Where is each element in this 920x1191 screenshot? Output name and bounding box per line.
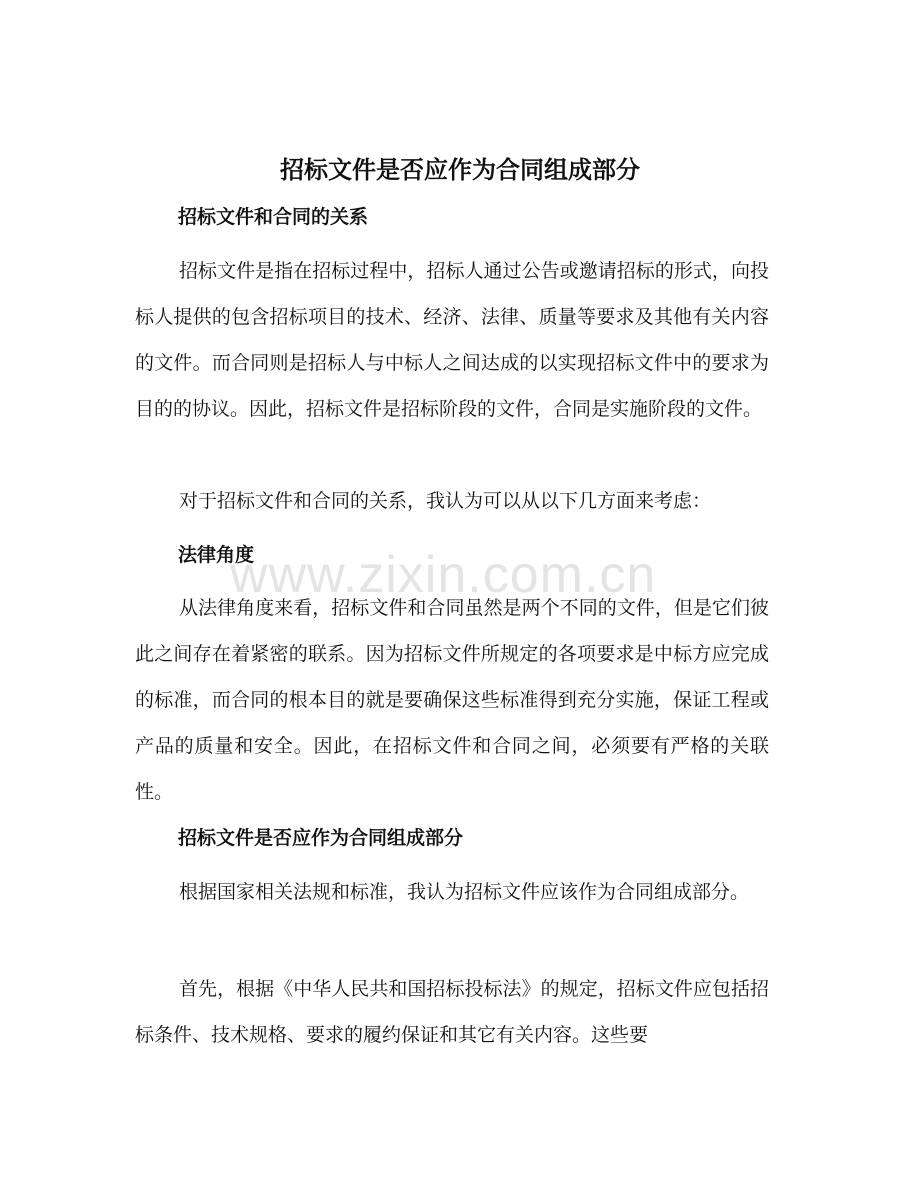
paragraph-legal-perspective: 从法律角度来看，招标文件和合同虽然是两个不同的文件，但是它们彼此之间存在着紧密的联系。因为招标文件所规定的各项要求是中标方应完成的标准，而合同的根本目的就是要确保这些标准得到充分实施，保证工程或产品的质量和安全。因此，在招标文件和合同之间，必须要有严格的关联性。 bbox=[135, 597, 769, 803]
paragraph-aspects-intro: 对于招标文件和合同的关系，我认为可以从以下几方面来考虑： bbox=[179, 490, 712, 512]
watermark-text: www.zixin.com.cn bbox=[230, 546, 657, 604]
document-title: 招标文件是否应作为合同组成部分 bbox=[280, 156, 640, 184]
section-heading-contract-part: 招标文件是否应作为合同组成部分 bbox=[178, 827, 464, 849]
paragraph-first-reason: 首先，根据《中华人民共和国招标投标法》的规定，招标文件应包括招标条件、技术规格、要求的履约保证和其它有关内容。这些要 bbox=[135, 978, 769, 1046]
section-heading-relationship: 招标文件和合同的关系 bbox=[178, 206, 369, 228]
paragraph-conclusion: 根据国家相关法规和标准，我认为招标文件应该作为合同组成部分。 bbox=[179, 881, 750, 903]
section-heading-legal: 法律角度 bbox=[178, 544, 255, 566]
paragraph-definition: 招标文件是指在招标过程中，招标人通过公告或邀请招标的形式，向投标人提供的包含招标项目的技术、经济、法律、质量等要求及其他有关内容的文件。而合同则是招标人与中标人之间达成的以实现招标文件中的要求为目的的协议。因此，招标文件是招标阶段的文件，合同是实施阶段的文件。 bbox=[135, 260, 769, 420]
